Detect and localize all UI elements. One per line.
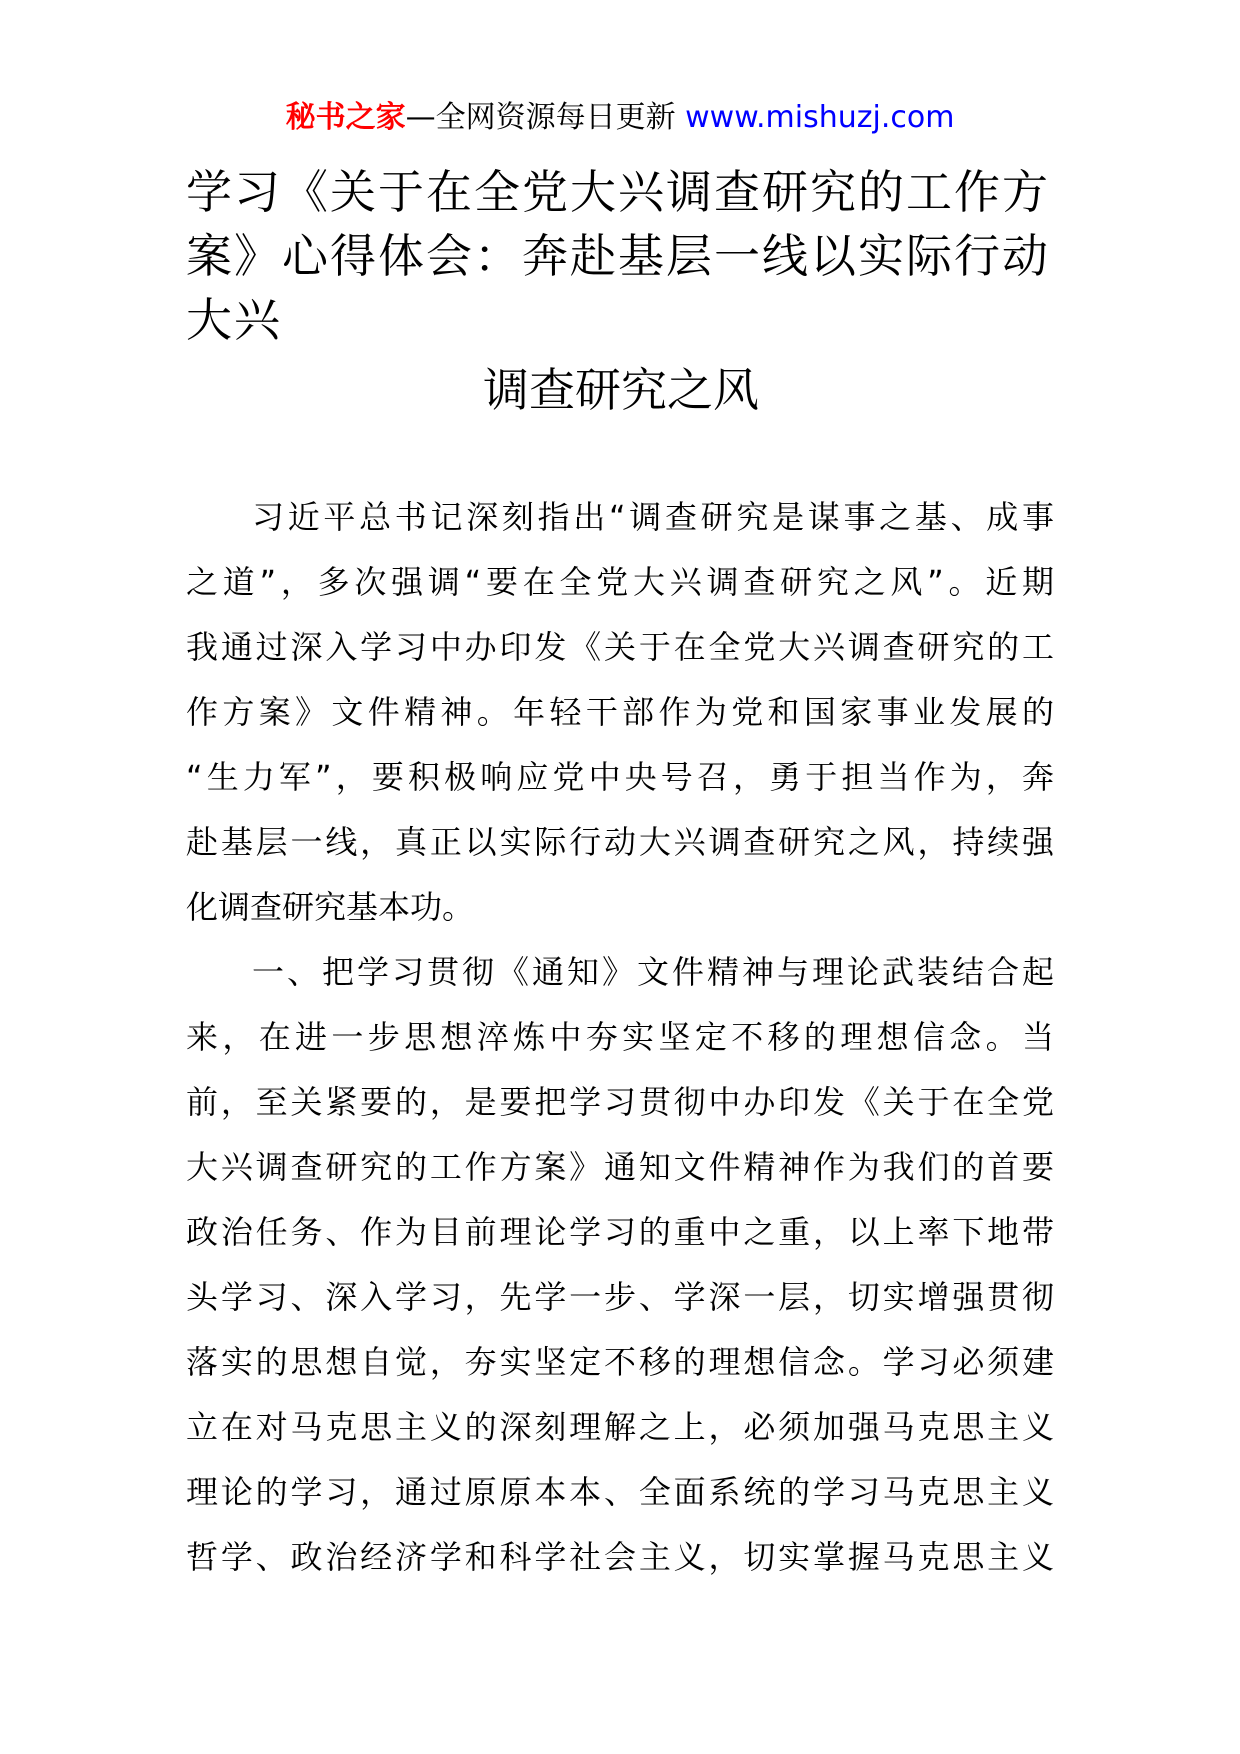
- document-title: [186, 160, 1056, 352]
- paragraph-line: 前，至关紧要的，是要把学习贯彻中办印发《关于在全党: [186, 1083, 1054, 1121]
- title-line: 学习《关于在全党大兴调查研究的工作方: [186, 165, 1050, 219]
- paragraph-line: 来，在进一步思想淬炼中夯实坚定不移的理想信念。当: [186, 1018, 1054, 1056]
- paragraph-line: 政治任务、作为目前理论学习的重中之重，以上率下地带: [186, 1213, 1054, 1251]
- paragraph-line: 立在对马克思主义的深刻理解之上，必须加强马克思主义: [186, 1408, 1054, 1446]
- title-line: 案》心得体会：奔赴基层一线以实际行动: [186, 229, 1050, 283]
- paragraph-line: 头学习、深入学习，先学一步、学深一层，切实增强贯彻: [186, 1278, 1054, 1316]
- section-heading-line: 一、把学习贯彻《通知》文件精神与理论武装结合起: [252, 953, 1054, 991]
- document-subtitle: 调查研究之风: [483, 363, 759, 417]
- brand-name: 秘书之家: [285, 100, 406, 135]
- watermark-header: [0, 98, 1240, 138]
- site-url-link[interactable]: www.mishuzj.com: [685, 100, 955, 135]
- paragraph-line: 大兴调查研究的工作方案》通知文件精神作为我们的首要: [186, 1148, 1054, 1186]
- header-tagline: —全网资源每日更新: [405, 100, 676, 135]
- paragraph-line: 习近平总书记深刻指出“调查研究是谋事之基、成事: [252, 498, 1054, 536]
- paragraph-line: 之道”，多次强调“要在全党大兴调查研究之风”。近期: [186, 563, 1054, 601]
- paragraph-line: 作方案》文件精神。年轻干部作为党和国家事业发展的: [186, 693, 1054, 731]
- paragraph-line: “生力军”，要积极响应党中央号召，勇于担当作为，奔: [186, 758, 1054, 796]
- paragraph-line: 哲学、政治经济学和科学社会主义，切实掌握马克思主义: [186, 1538, 1054, 1576]
- paragraph-line: 落实的思想自觉，夯实坚定不移的理想信念。学习必须建: [186, 1343, 1054, 1381]
- document-body: [186, 485, 1054, 1590]
- paragraph-line: 赴基层一线，真正以实际行动大兴调查研究之风，持续强: [186, 823, 1054, 861]
- paragraph-line: 理论的学习，通过原原本本、全面系统的学习马克思主义: [186, 1473, 1054, 1511]
- paragraph-line: 我通过深入学习中办印发《关于在全党大兴调查研究的工: [186, 628, 1054, 666]
- paragraph-line: 化调查研究基本功。: [186, 888, 475, 926]
- title-line: 大兴: [186, 293, 282, 347]
